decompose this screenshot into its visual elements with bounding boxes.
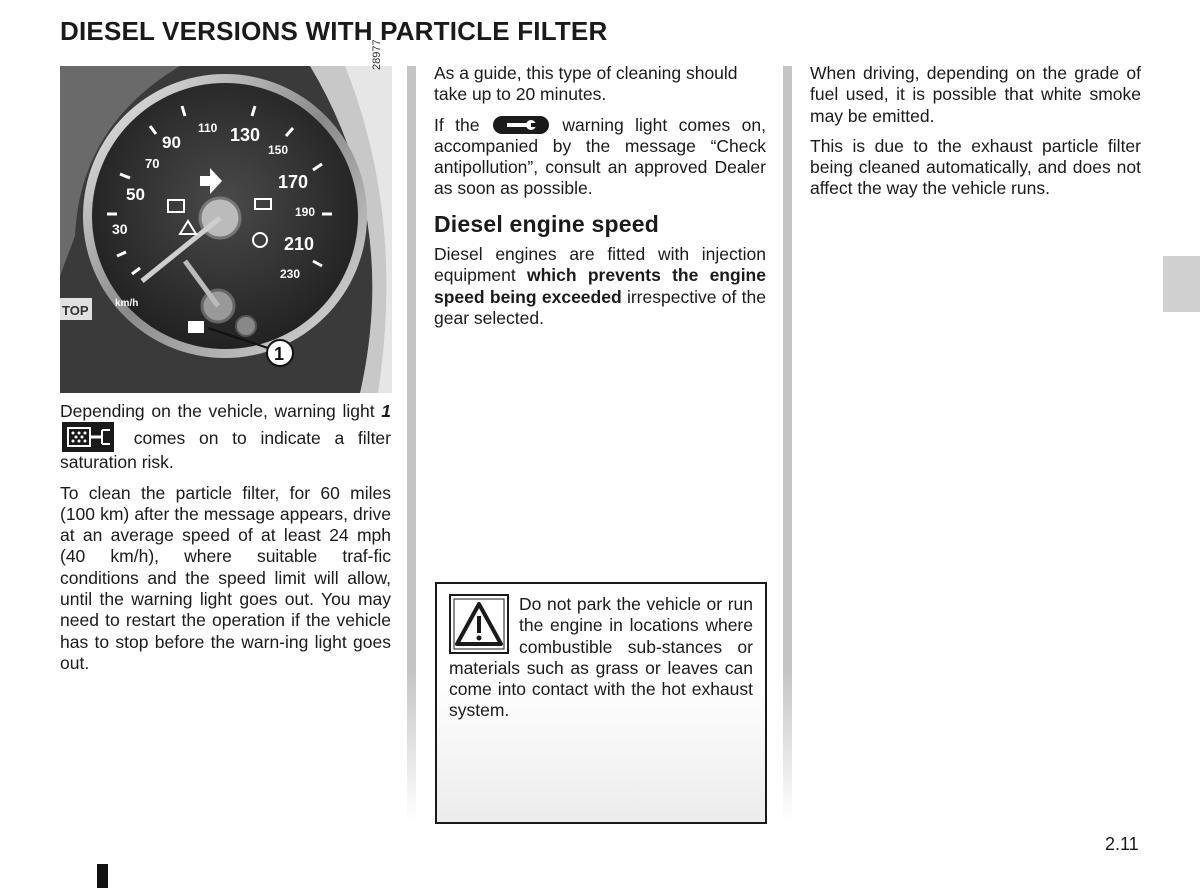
column-divider: [407, 66, 416, 820]
warning-box: [435, 582, 767, 824]
paragraph: [434, 244, 766, 329]
text: irrespective of the gear selected.: [434, 286, 766, 328]
text: If the: [434, 114, 480, 135]
emphasis: which prevents the engine speed being exceeded: [434, 265, 766, 307]
column-3: [810, 63, 1141, 209]
paragraph: [60, 401, 391, 474]
column-divider: [783, 66, 792, 820]
paragraph: To clean the particle filter, for 60 miles (100 km) after the message appears, drive at an average speed of at least 24 mph (40 km/h), where suitable traf-fic conditions and the speed limit will allow, until the warning light goes out. You may need to restart the operation if the vehicle has to stop before the warn-ing light goes out.: [60, 482, 391, 673]
paragraph: [434, 115, 766, 200]
speed-label: 230: [280, 267, 301, 281]
wrench-icon: [493, 116, 549, 134]
text: Depending on the vehicle, warning light: [60, 401, 375, 421]
section-heading: Diesel engine speed: [434, 210, 659, 237]
reference-number: 1: [381, 401, 391, 421]
speed-label: 90: [162, 133, 181, 152]
section-tab: [1163, 256, 1200, 312]
warning-triangle-icon: [449, 594, 509, 654]
speed-label: 210: [284, 234, 315, 254]
speed-label: 70: [145, 156, 160, 171]
paragraph: As a guide, this type of cleaning should take up to 20 minutes.: [434, 63, 738, 105]
column-1: [60, 401, 391, 683]
speed-label: 170: [278, 172, 309, 192]
speed-label: 190: [295, 205, 316, 219]
particle-filter-icon: [188, 321, 204, 333]
figure-reference: 28977: [371, 39, 383, 70]
speed-label: 50: [126, 185, 145, 204]
print-mark: [97, 864, 108, 888]
speed-limiter-icon: [236, 316, 256, 336]
paragraph: When driving, depending on the grade of fuel used, it is possible that white smoke may be emitted.: [810, 63, 1141, 126]
page-number: 2.11: [1105, 834, 1139, 854]
speed-label: 130: [230, 125, 261, 145]
instrument-cluster-illustration: [60, 66, 392, 393]
paragraph: This is due to the exhaust particle filter being cleaned automatically, and does not affect the way the vehicle runs.: [810, 135, 1141, 199]
warning-text: Do not park the vehicle or run the engine in locations where combustible sub-stances or materials such as grass or leaves can come into contact with the hot exhaust system.: [449, 594, 753, 721]
page-title: DIESEL VERSIONS WITH PARTICLE FILTER: [60, 16, 608, 46]
column-2: [434, 63, 766, 338]
callout-number: 1: [274, 344, 285, 364]
text: warning light comes on, accompanied by the message “Check antipollution”, consult an approved Dealer as soon as possible.: [434, 114, 766, 199]
text: comes on to indicate a filter saturation risk.: [60, 428, 391, 473]
speed-label: 30: [112, 221, 128, 237]
svg-text:km/h: km/h: [115, 298, 139, 309]
text: Diesel engines are fitted with injection equipment: [434, 244, 766, 286]
stop-button-label: TOP: [62, 303, 89, 318]
speed-label: 150: [268, 143, 289, 157]
particle-filter-icon: [62, 422, 114, 452]
speed-label: 110: [198, 121, 218, 135]
